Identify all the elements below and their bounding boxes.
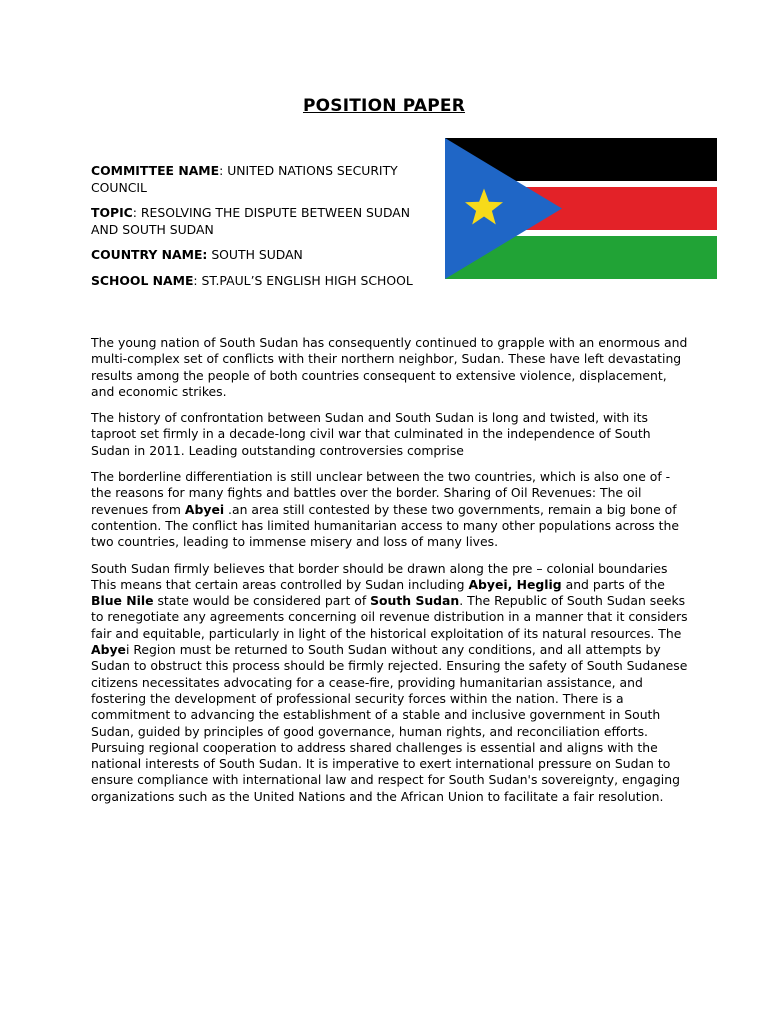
text-run: . The Republic of South Sudan seeks to renegotiate any agreements concerning oil revenue distribution in a manner that it considers fair and equitable, particularly in light of the historical exploitation of its natural resources. The (91, 593, 688, 641)
committee-value: : UNITED NATIONS SECURITY COUNCIL (91, 163, 398, 195)
country-line (91, 247, 431, 264)
text-run: .an area still contested by these two governments, remain a big bone of contention. The conflict has limited humanitarian access to many other populations across the two countries, leading to immense misery and loss of many lives. (91, 501, 679, 550)
topic-line (91, 205, 431, 238)
school-line (91, 273, 431, 290)
header-info (91, 163, 431, 298)
bold-run-abyei: Abyei (184, 501, 225, 517)
topic-label: TOPIC (91, 205, 133, 220)
body-text (91, 335, 688, 815)
paragraph-border-oil (91, 469, 688, 550)
committee-label: COMMITTEE NAME (91, 163, 220, 178)
bold-run-abyei-heglig: Abyei, Heglig (468, 576, 562, 592)
bold-run-blue-nile: Blue Nile (91, 593, 154, 609)
paragraph-history: The history of confrontation between Sudan and South Sudan is long and twisted, with its taproot set firmly in a decade-long civil war that culminated in the independence of South Sudan in 2011. Leading outstanding controversies comprise (91, 410, 651, 458)
topic-value: : RESOLVING THE DISPUTE BETWEEN SUDAN AND SOUTH SUDAN (91, 205, 411, 237)
bold-run-south-sudan: South Sudan (370, 593, 460, 609)
country-value: SOUTH SUDAN (207, 247, 303, 262)
committee-line (91, 163, 431, 196)
page-title: POSITION PAPER (302, 96, 466, 116)
text-run: South Sudan firmly believes that border should be drawn along the pre – colonial boundaries This means that certain areas controlled by Sudan including (91, 560, 668, 592)
text-run: and parts of the (561, 576, 665, 592)
text-run: i Region must be returned to South Sudan without any conditions, and all attempts by Sudan to obstruct this process should be firmly rejected. Ensuring the safety of South Sudanese citizens necessitates advocating for a cease-fire, providing humanitarian assistance, and fostering the development of professional security forces within the nation. There is a commitment to advancing the establishment of a stable and inclusive government in South Sudan, guided by principles of good governance, human rights, and reconciliation efforts. Pursuing regional cooperation to address shared challenges is essential and aligns with the national interests of South Sudan. It is imperative to exert international pressure on Sudan to ensure compliance with international law and respect for South Sudan's sovereignty, engaging organizations such as the United Nations and the African Union to facilitate a fair resolution. (91, 642, 688, 804)
paragraph-intro: The young nation of South Sudan has consequently continued to grapple with an enormous and multi-complex set of conflicts with their northern neighbor, Sudan. These have left devastating results among the people of both countries consequent to extensive violence, displacement, and economic strikes. (91, 335, 688, 399)
bold-run-abye: Abye (91, 642, 126, 658)
country-label: COUNTRY NAME: (91, 247, 208, 262)
school-label: SCHOOL NAME (91, 272, 194, 288)
south-sudan-flag-image (445, 138, 717, 279)
paragraph-position (91, 561, 688, 805)
school-value: : ST.PAUL’S ENGLISH HIGH SCHOOL (193, 272, 413, 288)
text-run: state would be considered part of (153, 593, 371, 609)
text-run: The borderline differentiation is still unclear between the two countries, which is also one of - the reasons for many fights and battles over the border. Sharing of Oil Revenues: The oil revenues from (91, 469, 671, 517)
